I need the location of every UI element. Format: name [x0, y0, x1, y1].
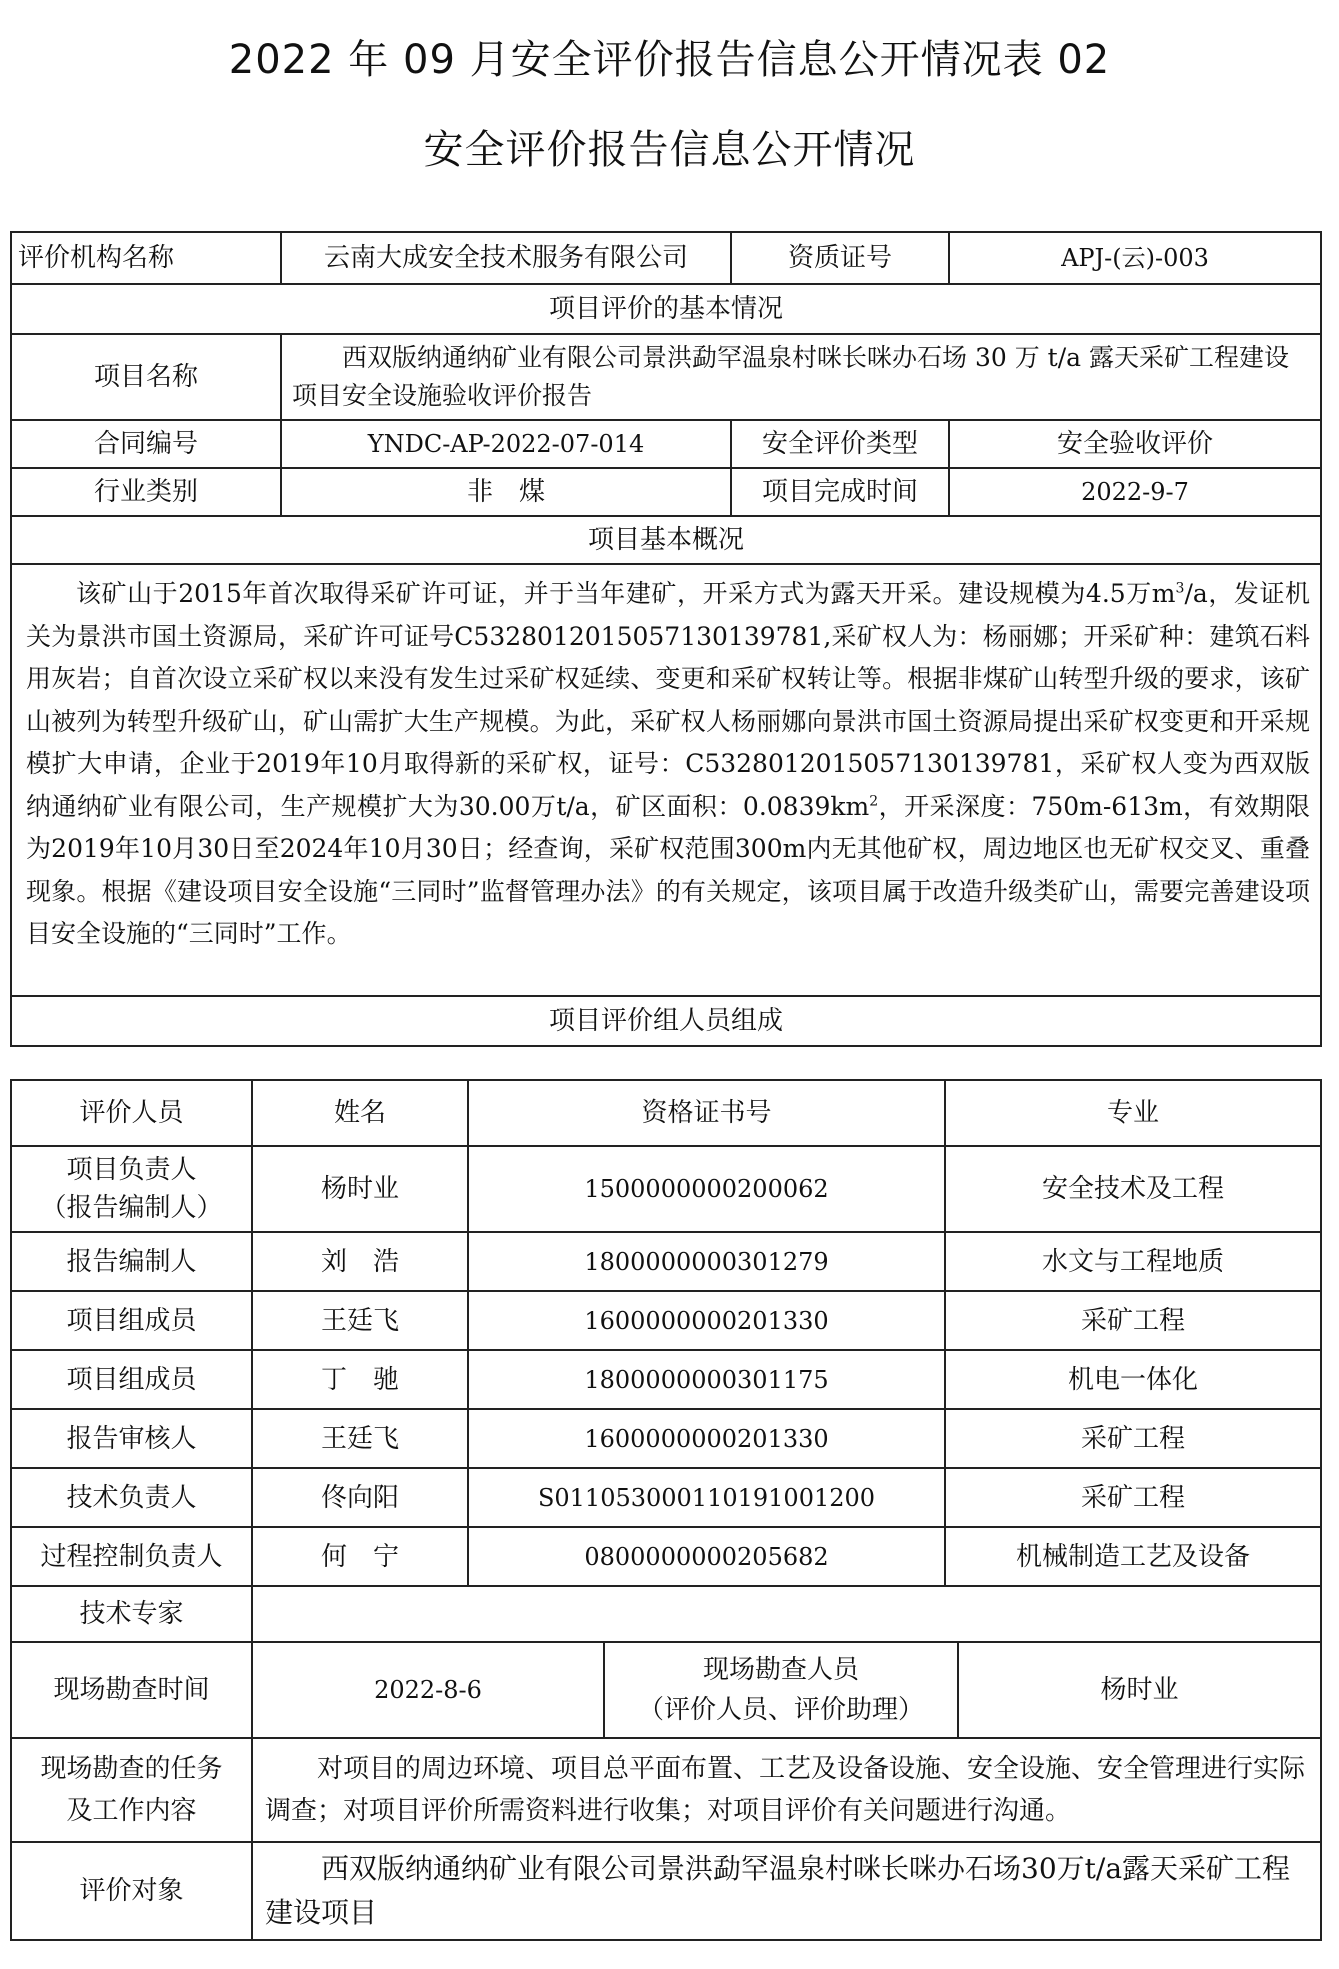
member-major: 机电一体化 [945, 1350, 1321, 1409]
overview-sup-cubic: 3 [1175, 580, 1185, 597]
member-name: 何 宁 [252, 1527, 468, 1586]
member-role: 项目组成员 [11, 1350, 252, 1409]
info-table [10, 231, 1322, 1047]
member-name: 王廷飞 [252, 1409, 468, 1468]
org-name-label: 评价机构名称 [11, 232, 281, 284]
member-name: 王廷飞 [252, 1291, 468, 1350]
overview-sup-square: 2 [869, 793, 879, 810]
member-role: 项目组成员 [11, 1291, 252, 1350]
survey-staff-label: 现场勘查人员 （评价人员、评价助理） [604, 1642, 958, 1738]
survey-task-label: 现场勘查的任务及工作内容 [11, 1738, 252, 1842]
table-row [11, 1146, 1321, 1232]
member-role: 技术负责人 [11, 1468, 252, 1527]
section-team-header: 项目评价组人员组成 [11, 996, 1321, 1046]
survey-task-value: 对项目的周边环境、项目总平面布置、工艺及设备设施、安全设施、安全管理进行实际调查；对项目评价所需资料进行收集；对项目评价有关问题进行沟通。 [252, 1738, 1321, 1842]
overview-text-part3: ，开采深度：750m-613m，有效期限为2019年10月30日至2024年10月30日；经查询，采矿权范围300m内无其他矿权，周边地区也无矿权交叉、重叠现象。根据《建设项目安全设施“三同时”监督管理办法》的有关规定，该项目属于改造升级类矿山，需要完善建设项目安全设施的“三同时”工作。 [26, 791, 1311, 948]
tech-expert-label: 技术专家 [11, 1586, 252, 1642]
table-row [11, 1409, 1321, 1468]
eval-target-value: 西双版纳通纳矿业有限公司景洪勐罕温泉村咪长咪办石场30万t/a露天采矿工程建设项目 [252, 1842, 1321, 1940]
eval-target-label: 评价对象 [11, 1842, 252, 1940]
member-cert: 1500000000200062 [468, 1146, 945, 1232]
member-cert: 0800000000205682 [468, 1527, 945, 1586]
survey-time-value: 2022-8-6 [252, 1642, 604, 1738]
col-cert-header: 资格证书号 [468, 1080, 945, 1146]
finish-time-label: 项目完成时间 [731, 468, 949, 516]
industry-value: 非 煤 [281, 468, 731, 516]
member-role: 过程控制负责人 [11, 1527, 252, 1586]
survey-staff-value: 杨时业 [958, 1642, 1321, 1738]
member-cert: 1600000000201330 [468, 1409, 945, 1468]
member-major: 采矿工程 [945, 1291, 1321, 1350]
member-role: 报告审核人 [11, 1409, 252, 1468]
member-cert: S011053000110191001200 [468, 1468, 945, 1527]
project-name-label: 项目名称 [11, 334, 281, 420]
member-cert: 1800000000301279 [468, 1232, 945, 1291]
document-title: 2022 年 09 月安全评价报告信息公开情况表 02 [228, 37, 1111, 83]
table-row [11, 1291, 1321, 1350]
team-table [10, 1079, 1322, 1643]
document-subtitle: 安全评价报告信息公开情况 [423, 127, 916, 173]
col-name-header: 姓名 [252, 1080, 468, 1146]
cert-no-value: APJ-(云)-003 [949, 232, 1321, 284]
member-name: 刘 浩 [252, 1232, 468, 1291]
section-basic-header: 项目评价的基本情况 [11, 284, 1321, 334]
project-name-value: 西双版纳通纳矿业有限公司景洪勐罕温泉村咪长咪办石场 30 万 t/a 露天采矿工程建设项目安全设施验收评价报告 [281, 334, 1321, 420]
overview-paragraph [11, 564, 1321, 996]
col-role-header: 评价人员 [11, 1080, 252, 1146]
table-row [11, 1232, 1321, 1291]
table-row [11, 1468, 1321, 1527]
member-role: 报告编制人 [11, 1232, 252, 1291]
cert-no-label: 资质证号 [731, 232, 949, 284]
member-major: 水文与工程地质 [945, 1232, 1321, 1291]
table-row [11, 1527, 1321, 1586]
overview-text-part2: /a，发证机关为景洪市国土资源局，采矿许可证号C5328012015057130139781,采矿权人为：杨丽娜；开采矿种：建筑石料用灰岩；自首次设立采矿权以来没有发生过采矿权延续、变更和采矿权转让等。根据非煤矿山转型升级的要求，该矿山被列为转型升级矿山，矿山需扩大生产规模。为此，采矿权人杨丽娜向景洪市国土资源局提出采矿权变更和开采规模扩大申请，企业于2019年10月取得新的采矿权，证号：C5328012015057130139781，采矿权人变为西双版纳通纳矿业有限公司，生产规模扩大为30.00万t/a，矿区面积：0.0839km [26, 579, 1311, 821]
industry-label: 行业类别 [11, 468, 281, 516]
member-major: 采矿工程 [945, 1468, 1321, 1527]
member-name: 丁 驰 [252, 1350, 468, 1409]
contract-no-value: YNDC-AP-2022-07-014 [281, 420, 731, 468]
finish-time-value: 2022-9-7 [949, 468, 1321, 516]
org-name-value: 云南大成安全技术服务有限公司 [281, 232, 731, 284]
section-overview-header: 项目基本概况 [11, 516, 1321, 564]
member-major: 机械制造工艺及设备 [945, 1527, 1321, 1586]
member-name: 佟向阳 [252, 1468, 468, 1527]
member-cert: 1600000000201330 [468, 1291, 945, 1350]
member-name: 杨时业 [252, 1146, 468, 1232]
member-major: 采矿工程 [945, 1409, 1321, 1468]
member-cert: 1800000000301175 [468, 1350, 945, 1409]
contract-no-label: 合同编号 [11, 420, 281, 468]
tech-expert-value [252, 1586, 1321, 1642]
member-major: 安全技术及工程 [945, 1146, 1321, 1232]
overview-text-part1: 该矿山于2015年首次取得采矿许可证，并于当年建矿，开采方式为露天开采。建设规模为4.5万m [76, 579, 1176, 608]
member-role: 项目负责人 （报告编制人） [11, 1146, 252, 1232]
survey-table [10, 1641, 1322, 1739]
survey-time-label: 现场勘查时间 [11, 1642, 252, 1738]
eval-type-value: 安全验收评价 [949, 420, 1321, 468]
table-row [11, 1350, 1321, 1409]
col-major-header: 专业 [945, 1080, 1321, 1146]
eval-type-label: 安全评价类型 [731, 420, 949, 468]
survey-detail-table [10, 1737, 1322, 1941]
